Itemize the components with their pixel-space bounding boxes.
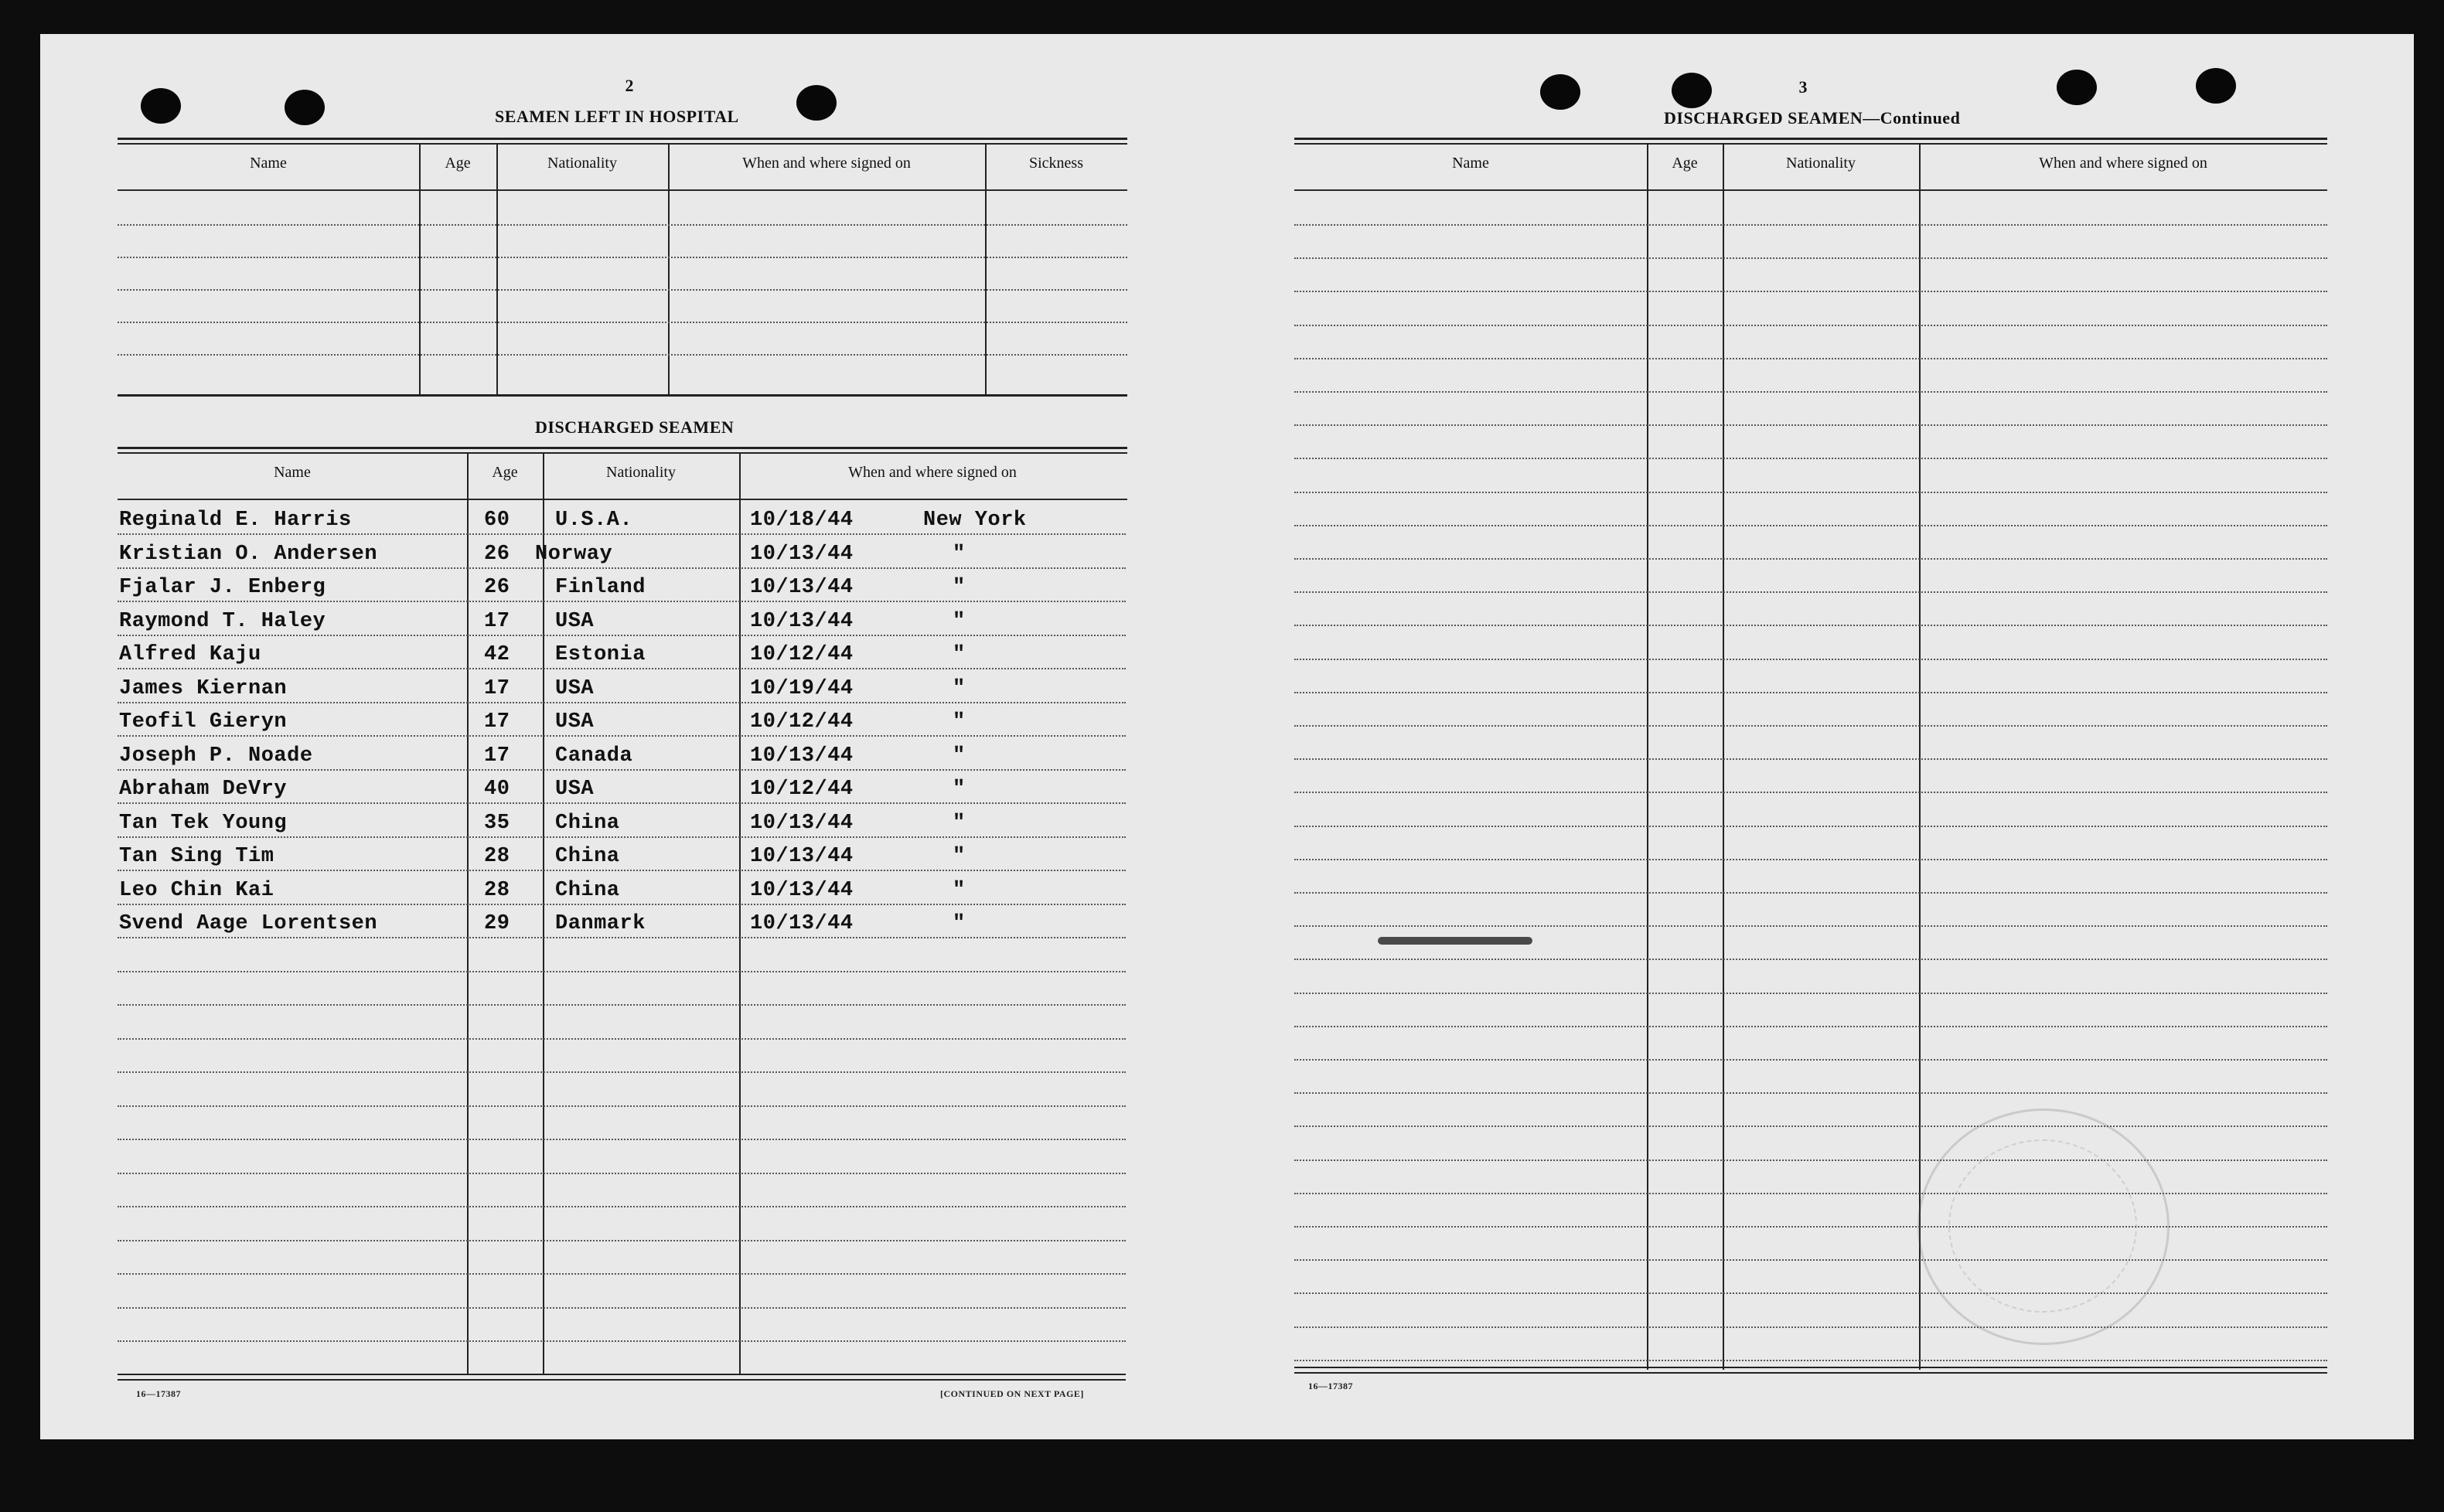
seaman-name: Fjalar J. Enberg bbox=[119, 576, 326, 599]
column-divider bbox=[496, 145, 498, 394]
form-number: 16—17387 bbox=[136, 1388, 181, 1399]
row-line bbox=[118, 354, 1127, 356]
table-top-rule bbox=[1294, 143, 2327, 145]
table-top-rule bbox=[118, 447, 1127, 449]
row-line bbox=[1294, 358, 2327, 359]
seaman-nationality: Danmark bbox=[555, 912, 646, 935]
seaman-nationality: Norway bbox=[535, 542, 613, 566]
column-divider bbox=[419, 145, 421, 394]
row-line bbox=[1294, 725, 2327, 727]
row-line bbox=[118, 937, 1126, 938]
row-line bbox=[118, 1340, 1126, 1342]
table-top-rule bbox=[118, 143, 1127, 145]
signed-on-place: " bbox=[953, 643, 966, 666]
seaman-nationality: USA bbox=[555, 778, 595, 801]
signed-on-place: " bbox=[953, 744, 966, 768]
row-line bbox=[118, 1307, 1126, 1309]
row-line bbox=[118, 1071, 1126, 1073]
discharged-continued-title bbox=[1664, 108, 1960, 128]
signed-on-date: 10/12/44 bbox=[750, 643, 854, 666]
seaman-age: 17 bbox=[484, 609, 510, 633]
seaman-age: 17 bbox=[484, 744, 510, 768]
row-line bbox=[118, 533, 1126, 535]
right-page bbox=[1246, 34, 2406, 1439]
discharged-section-title: DISCHARGED SEAMEN bbox=[535, 417, 735, 437]
signed-on-place: New York bbox=[923, 509, 1027, 532]
form-number: 16—17387 bbox=[1308, 1381, 1353, 1391]
seaman-age: 26 bbox=[484, 576, 510, 599]
column-header-age: Age bbox=[445, 155, 471, 172]
seaman-age: 29 bbox=[484, 912, 510, 935]
column-header-name: Name bbox=[250, 155, 287, 172]
seaman-name: Leo Chin Kai bbox=[119, 878, 274, 902]
seaman-name: Tan Sing Tim bbox=[119, 845, 274, 868]
row-line bbox=[1294, 959, 2327, 960]
row-line bbox=[118, 702, 1126, 703]
row-line bbox=[118, 870, 1126, 871]
row-line bbox=[118, 567, 1126, 569]
seaman-nationality: U.S.A. bbox=[555, 509, 633, 532]
seaman-nationality: Canada bbox=[555, 744, 633, 768]
row-line bbox=[1294, 859, 2327, 860]
seaman-name: Abraham DeVry bbox=[119, 778, 288, 801]
column-header-nationality: Nationality bbox=[1786, 155, 1856, 172]
row-line bbox=[118, 1105, 1126, 1107]
row-line bbox=[1294, 1292, 2327, 1294]
row-line bbox=[1294, 1259, 2327, 1261]
row-line bbox=[1294, 391, 2327, 393]
row-line bbox=[1294, 1160, 2327, 1161]
row-line bbox=[1294, 758, 2327, 760]
ink-blot bbox=[1378, 937, 1532, 945]
signed-on-place: " bbox=[953, 676, 966, 700]
row-line bbox=[1294, 925, 2327, 927]
seaman-name: Joseph P. Noade bbox=[119, 744, 313, 768]
column-header-sickness: Sickness bbox=[1029, 155, 1083, 172]
column-header-age: Age bbox=[492, 464, 518, 481]
column-divider bbox=[1647, 145, 1648, 1370]
hospital-section-title: SEAMEN LEFT IN HOSPITAL bbox=[495, 107, 739, 126]
seaman-age: 28 bbox=[484, 878, 510, 902]
row-line bbox=[118, 1206, 1126, 1207]
seaman-nationality: China bbox=[555, 811, 620, 835]
seaman-name: Reginald E. Harris bbox=[119, 509, 352, 532]
row-line bbox=[1294, 1226, 2327, 1228]
signed-on-place: " bbox=[953, 710, 966, 734]
header-rule bbox=[118, 189, 1127, 191]
column-divider bbox=[668, 145, 670, 394]
row-line bbox=[1294, 525, 2327, 526]
row-line bbox=[118, 1273, 1126, 1275]
continued-note: [CONTINUED ON NEXT PAGE] bbox=[940, 1388, 1084, 1399]
column-header-name: Name bbox=[274, 464, 311, 481]
row-line bbox=[118, 971, 1126, 972]
left-page bbox=[40, 34, 1215, 1439]
column-header-nationality: Nationality bbox=[547, 155, 617, 172]
seaman-name: James Kiernan bbox=[119, 676, 288, 700]
seaman-nationality: China bbox=[555, 845, 620, 868]
row-line bbox=[1294, 1125, 2327, 1127]
stamp-impression bbox=[1948, 1139, 2137, 1313]
column-divider bbox=[1919, 145, 1921, 1370]
seaman-age: 28 bbox=[484, 845, 510, 868]
signed-on-place: " bbox=[953, 778, 966, 801]
seaman-age: 60 bbox=[484, 509, 510, 532]
row-line bbox=[118, 836, 1126, 838]
row-line bbox=[1294, 993, 2327, 994]
row-line bbox=[1294, 826, 2327, 827]
signed-on-place: " bbox=[953, 609, 966, 633]
signed-on-place: " bbox=[953, 576, 966, 599]
row-line bbox=[1294, 692, 2327, 693]
column-header-signed-on: When and where signed on bbox=[742, 155, 911, 172]
row-line bbox=[1294, 1026, 2327, 1027]
row-line bbox=[1294, 659, 2327, 660]
row-line bbox=[1294, 892, 2327, 894]
title-suffix: —Continued bbox=[1863, 108, 1961, 128]
row-line bbox=[1294, 458, 2327, 459]
signed-on-date: 10/13/44 bbox=[750, 542, 854, 566]
seaman-name: Kristian O. Andersen bbox=[119, 542, 378, 566]
seaman-nationality: Estonia bbox=[555, 643, 646, 666]
row-line bbox=[1294, 1059, 2327, 1061]
row-line bbox=[1294, 224, 2327, 226]
column-divider bbox=[739, 454, 741, 1375]
row-line bbox=[118, 257, 1127, 258]
row-line bbox=[1294, 257, 2327, 259]
signed-on-date: 10/18/44 bbox=[750, 509, 854, 532]
row-line bbox=[118, 224, 1127, 226]
signed-on-date: 10/12/44 bbox=[750, 778, 854, 801]
table-top-rule bbox=[118, 138, 1127, 140]
signed-on-date: 10/13/44 bbox=[750, 912, 854, 935]
row-line bbox=[118, 1004, 1126, 1006]
table-bottom-rule bbox=[1294, 1367, 2327, 1368]
seaman-age: 35 bbox=[484, 811, 510, 835]
row-line bbox=[118, 904, 1126, 905]
signed-on-date: 10/19/44 bbox=[750, 676, 854, 700]
seaman-nationality: USA bbox=[555, 676, 595, 700]
column-divider bbox=[543, 454, 544, 1375]
row-line bbox=[1294, 492, 2327, 493]
row-line bbox=[1294, 1193, 2327, 1194]
column-header-signed-on: When and where signed on bbox=[848, 464, 1017, 481]
row-line bbox=[1294, 1092, 2327, 1094]
column-header-name: Name bbox=[1452, 155, 1489, 172]
seaman-nationality: USA bbox=[555, 609, 595, 633]
seaman-name: Teofil Gieryn bbox=[119, 710, 288, 734]
signed-on-place: " bbox=[953, 811, 966, 835]
seaman-age: 40 bbox=[484, 778, 510, 801]
row-line bbox=[118, 601, 1126, 602]
seaman-nationality: USA bbox=[555, 710, 595, 734]
row-line bbox=[118, 802, 1126, 804]
seaman-name: Alfred Kaju bbox=[119, 643, 261, 666]
row-line bbox=[1294, 591, 2327, 593]
row-line bbox=[118, 1240, 1126, 1241]
column-header-age: Age bbox=[1672, 155, 1698, 172]
column-header-nationality: Nationality bbox=[606, 464, 676, 481]
row-line bbox=[1294, 558, 2327, 560]
signed-on-date: 10/13/44 bbox=[750, 609, 854, 633]
row-line bbox=[118, 668, 1126, 669]
page-number: 2 bbox=[625, 76, 634, 95]
table-top-rule bbox=[1294, 138, 2327, 140]
row-line bbox=[118, 1038, 1126, 1040]
row-line bbox=[118, 635, 1126, 636]
seaman-nationality: Finland bbox=[555, 576, 646, 599]
row-line bbox=[118, 322, 1127, 323]
row-line bbox=[1294, 625, 2327, 626]
column-header-signed-on: When and where signed on bbox=[2039, 155, 2207, 172]
header-rule bbox=[1294, 189, 2327, 191]
row-line bbox=[1294, 1360, 2327, 1361]
row-line bbox=[118, 735, 1126, 737]
signed-on-place: " bbox=[953, 878, 966, 902]
row-line bbox=[1294, 792, 2327, 793]
signed-on-date: 10/13/44 bbox=[750, 744, 854, 768]
table-bottom-rule bbox=[1294, 1372, 2327, 1374]
column-divider bbox=[1723, 145, 1724, 1370]
seaman-name: Svend Aage Lorentsen bbox=[119, 912, 378, 935]
seaman-age: 42 bbox=[484, 643, 510, 666]
signed-on-date: 10/13/44 bbox=[750, 576, 854, 599]
signed-on-place: " bbox=[953, 542, 966, 566]
signed-on-date: 10/13/44 bbox=[750, 811, 854, 835]
row-line bbox=[1294, 291, 2327, 292]
row-line bbox=[118, 769, 1126, 771]
row-line bbox=[118, 1173, 1126, 1174]
column-divider bbox=[985, 145, 987, 394]
title-main: DISCHARGED SEAMEN bbox=[1664, 108, 1863, 128]
row-line bbox=[1294, 1326, 2327, 1328]
page-number: 3 bbox=[1798, 77, 1808, 97]
signed-on-place: " bbox=[953, 912, 966, 935]
signed-on-date: 10/13/44 bbox=[750, 878, 854, 902]
row-line bbox=[1294, 424, 2327, 426]
row-line bbox=[1294, 325, 2327, 326]
document-sheet bbox=[40, 34, 2414, 1439]
table-bottom-rule bbox=[118, 1374, 1126, 1375]
row-line bbox=[118, 289, 1127, 291]
table-bottom-rule bbox=[118, 394, 1127, 397]
signed-on-date: 10/12/44 bbox=[750, 710, 854, 734]
seaman-name: Raymond T. Haley bbox=[119, 609, 326, 633]
table-bottom-rule bbox=[118, 1379, 1126, 1381]
table-top-rule bbox=[118, 452, 1127, 454]
column-divider bbox=[467, 454, 469, 1375]
row-line bbox=[118, 1139, 1126, 1140]
seaman-age: 26 bbox=[484, 542, 510, 566]
signed-on-date: 10/13/44 bbox=[750, 845, 854, 868]
seaman-nationality: China bbox=[555, 878, 620, 902]
header-rule bbox=[118, 499, 1127, 500]
seaman-age: 17 bbox=[484, 676, 510, 700]
seaman-age: 17 bbox=[484, 710, 510, 734]
seaman-name: Tan Tek Young bbox=[119, 811, 288, 835]
signed-on-place: " bbox=[953, 845, 966, 868]
